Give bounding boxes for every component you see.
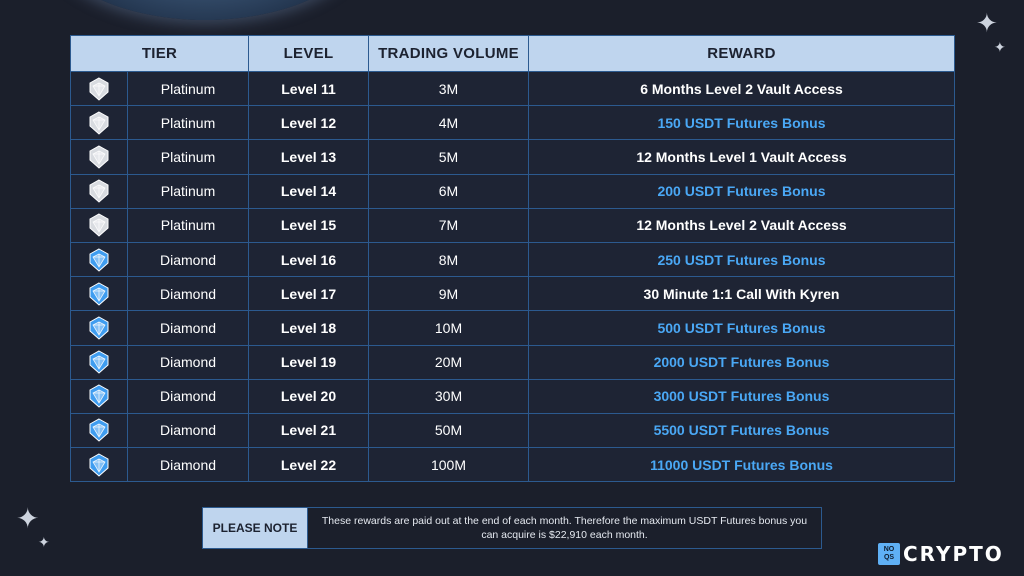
reward-cell: 30 Minute 1:1 Call With Kyren: [529, 277, 955, 311]
diamond-gem-icon: [71, 350, 127, 374]
logo-wordmark: CRYPTO: [903, 542, 1004, 566]
level-cell: Level 18: [249, 311, 369, 345]
table-row: [71, 277, 955, 311]
level-cell: Level 20: [249, 379, 369, 413]
tier-name-cell: Platinum: [128, 208, 249, 242]
tier-icon-cell: [71, 174, 128, 208]
table-row: [71, 106, 955, 140]
tier-name-cell: Diamond: [128, 413, 249, 447]
level-cell: Level 16: [249, 242, 369, 276]
sparkle-icon: ✦: [994, 39, 1006, 55]
crypto-logo: [878, 542, 1004, 566]
table-row: [71, 345, 955, 379]
reward-cell: 11000 USDT Futures Bonus: [529, 448, 955, 482]
rewards-table: [70, 35, 955, 482]
tier-icon-cell: [71, 345, 128, 379]
tier-name-cell: Diamond: [128, 345, 249, 379]
platinum-gem-icon: [71, 111, 127, 135]
trading-volume-cell: 50M: [369, 413, 529, 447]
tier-name-cell: Diamond: [128, 379, 249, 413]
trading-volume-cell: 7M: [369, 208, 529, 242]
tier-name-cell: Platinum: [128, 106, 249, 140]
platinum-gem-icon: [71, 145, 127, 169]
level-cell: Level 12: [249, 106, 369, 140]
trading-volume-header: TRADING VOLUME: [369, 36, 529, 72]
tier-icon-cell: [71, 448, 128, 482]
level-cell: Level 11: [249, 72, 369, 106]
trading-volume-cell: 6M: [369, 174, 529, 208]
table-row: [71, 413, 955, 447]
table-row: [71, 379, 955, 413]
reward-cell: 250 USDT Futures Bonus: [529, 242, 955, 276]
table-row: [71, 242, 955, 276]
please-note-text: These rewards are paid out at the end of each month. Therefore the maximum USDT Futures bonus you can acquire is $22,910 each month.: [321, 515, 808, 541]
reward-cell: 6 Months Level 2 Vault Access: [529, 72, 955, 106]
please-note-box: [202, 507, 822, 549]
diamond-gem-icon: [71, 384, 127, 408]
diamond-gem-icon: [71, 418, 127, 442]
table-row: [71, 72, 955, 106]
tier-icon-cell: [71, 208, 128, 242]
tier-icon-cell: [71, 106, 128, 140]
table-row: [71, 208, 955, 242]
tier-name-cell: Diamond: [128, 242, 249, 276]
trading-volume-cell: 5M: [369, 140, 529, 174]
level-header: LEVEL: [249, 36, 369, 72]
please-note-label: PLEASE NOTE: [203, 508, 308, 548]
tier-icon-cell: [71, 242, 128, 276]
trading-volume-cell: 20M: [369, 345, 529, 379]
platinum-gem-icon: [71, 179, 127, 203]
planet-decoration: [40, 0, 370, 20]
reward-cell: 3000 USDT Futures Bonus: [529, 379, 955, 413]
reward-cell: 500 USDT Futures Bonus: [529, 311, 955, 345]
tier-name-cell: Diamond: [128, 448, 249, 482]
trading-volume-cell: 4M: [369, 106, 529, 140]
tier-name-cell: Diamond: [128, 277, 249, 311]
tier-name-cell: Platinum: [128, 72, 249, 106]
trading-volume-cell: 3M: [369, 72, 529, 106]
table-row: [71, 311, 955, 345]
tier-icon-cell: [71, 277, 128, 311]
level-cell: Level 13: [249, 140, 369, 174]
platinum-gem-icon: [71, 213, 127, 237]
tier-icon-cell: [71, 140, 128, 174]
tier-name-cell: Platinum: [128, 140, 249, 174]
table-row: [71, 448, 955, 482]
logo-badge: NO QS: [878, 543, 900, 565]
level-cell: Level 22: [249, 448, 369, 482]
tier-icon-cell: [71, 379, 128, 413]
reward-cell: 150 USDT Futures Bonus: [529, 106, 955, 140]
tier-icon-cell: [71, 413, 128, 447]
platinum-gem-icon: [71, 77, 127, 101]
trading-volume-cell: 9M: [369, 277, 529, 311]
diamond-gem-icon: [71, 316, 127, 340]
sparkle-icon: ✦: [976, 8, 998, 38]
table-header-row: [71, 36, 955, 72]
tier-icon-cell: [71, 72, 128, 106]
trading-volume-cell: 100M: [369, 448, 529, 482]
reward-cell: 12 Months Level 1 Vault Access: [529, 140, 955, 174]
diamond-gem-icon: [71, 453, 127, 477]
reward-cell: 200 USDT Futures Bonus: [529, 174, 955, 208]
tier-icon-cell: [71, 311, 128, 345]
level-cell: Level 17: [249, 277, 369, 311]
sparkle-icon: ✦: [38, 534, 50, 550]
sparkle-icon: ✦: [16, 503, 40, 534]
level-cell: Level 14: [249, 174, 369, 208]
table-row: [71, 140, 955, 174]
reward-cell: 12 Months Level 2 Vault Access: [529, 208, 955, 242]
tier-name-cell: Diamond: [128, 311, 249, 345]
trading-volume-cell: 10M: [369, 311, 529, 345]
tier-name-cell: Platinum: [128, 174, 249, 208]
diamond-gem-icon: [71, 282, 127, 306]
reward-cell: 5500 USDT Futures Bonus: [529, 413, 955, 447]
reward-cell: 2000 USDT Futures Bonus: [529, 345, 955, 379]
level-cell: Level 21: [249, 413, 369, 447]
level-cell: Level 19: [249, 345, 369, 379]
trading-volume-cell: 30M: [369, 379, 529, 413]
diamond-gem-icon: [71, 248, 127, 272]
level-cell: Level 15: [249, 208, 369, 242]
tier-header: TIER: [71, 36, 249, 72]
reward-header: REWARD: [529, 36, 955, 72]
table-row: [71, 174, 955, 208]
trading-volume-cell: 8M: [369, 242, 529, 276]
